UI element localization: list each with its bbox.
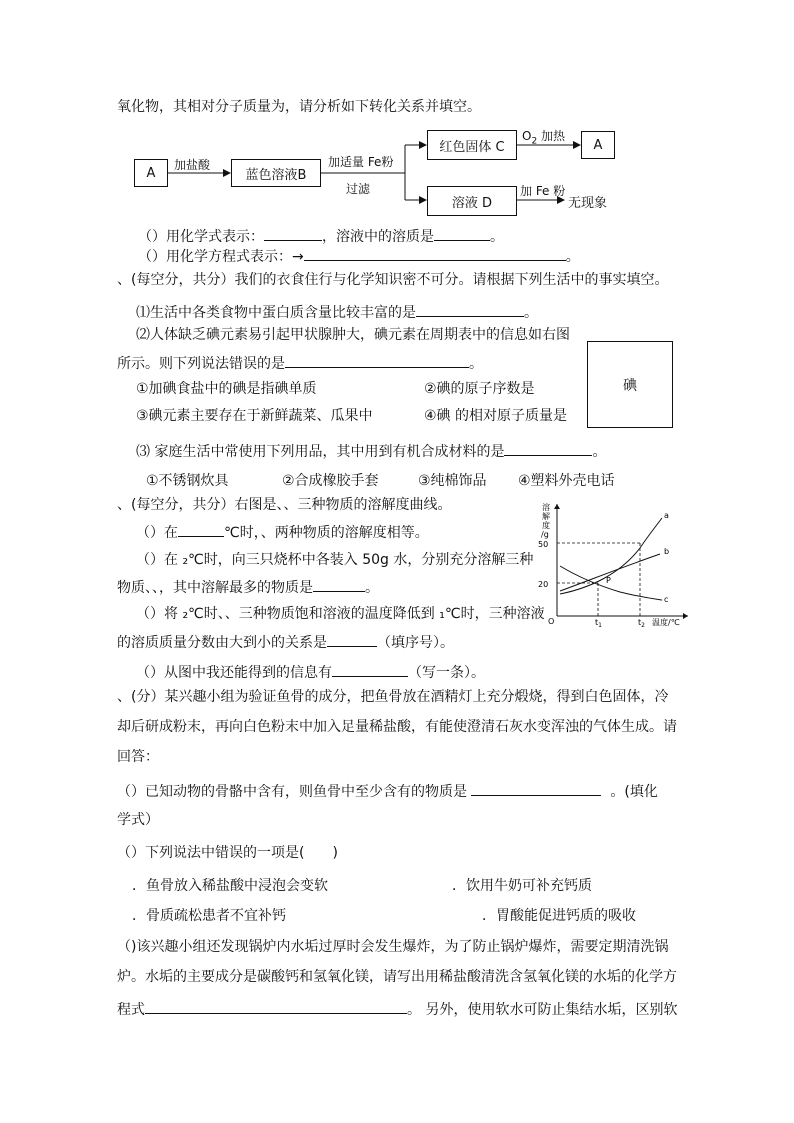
arrow-label-o2: $O_2$ 加热	[522, 129, 566, 147]
intro-text: 氧化物，其相对分子质量为，请分析如下转化关系并填空。	[117, 99, 481, 115]
origin-label: O	[548, 617, 555, 626]
q1-line-a: （）用化学式表示： ，溶液中的溶质是 。	[138, 226, 504, 246]
arrow-label-fe: 加适量 Fe粉	[328, 155, 394, 169]
q2-s1: ⑴生活中各类食物中蛋白质含量比较丰富的是 。	[136, 302, 538, 322]
curve-label-c: c	[664, 595, 669, 604]
q4-line-b: （）下列说法中错误的一项是( )	[117, 845, 338, 861]
q4-line-3: 回答：	[117, 749, 159, 765]
q1-line-b: （）用化学方程式表示：→ 。	[138, 246, 580, 266]
q3-line-c1: （）将 ₂℃时、、三种物质饱和溶液的温度降低到 ₁℃时，三种溶液	[136, 606, 545, 622]
q3-header: 、(每空分，共分）右图是、、三种物质的溶解度曲线。	[117, 497, 452, 513]
curve-label-b: b	[664, 547, 670, 556]
q2-option-4: ④碘 的相对原子质量是	[424, 408, 568, 424]
y-axis-label-1: 溶	[542, 503, 550, 512]
q3-line-b1: （）在 ₂℃时，向三只烧杯中各装入 50g 水，分别充分溶解三种	[136, 552, 534, 568]
q2-s2b: 所示。则下列说法错误的是 。	[117, 353, 483, 373]
q4-option-a: ．鱼骨放入稀盐酸中浸泡会变软	[132, 878, 328, 894]
q2-s2a: ⑵人体缺乏碘元素易引起甲状腺肿大，碘元素在周期表中的信息如右图	[136, 327, 570, 343]
x-tick-t1: $t_1$	[595, 618, 602, 629]
q4-option-d: ．胃酸能促进钙质的吸收	[482, 908, 636, 924]
q4-line-c2: 炉。水垢的主要成分是碳酸钙和氢氧化镁，请写出用稀盐酸清洗含氢氧化镁的水垢的化学方	[117, 969, 677, 985]
intersection-p-label: P	[606, 576, 611, 585]
curve-c	[560, 566, 662, 600]
q2-option-1: ①加碘食盐中的碘是指碘单质	[136, 381, 317, 397]
arrow-label-fe-2: 加 Fe 粉	[520, 184, 566, 198]
iodine-element-card: 碘	[587, 341, 673, 428]
q4-line-2: 却后研成粉末，再向白色粉末中加入足量稀盐酸，有能使澄清石灰水变浑浊的气体生成。请	[117, 719, 677, 735]
box-a-start: A	[134, 159, 168, 187]
q2-option-3: ③碘元素主要存在于新鲜蔬菜、瓜果中	[136, 408, 373, 424]
curve-label-a: a	[664, 511, 669, 520]
solubility-graph	[520, 496, 700, 630]
y-axis-label-2: 解	[542, 512, 550, 521]
q3-line-b2: 物质、、，其中溶解最多的物质是 。	[117, 577, 379, 597]
q2-option-2: ②碘的原子序数是	[424, 381, 535, 397]
q3-line-d: （）从图中我还能得到的信息有 （写一条）。	[136, 662, 485, 682]
q4-line-1: 、(分）某兴趣小组为验证鱼骨的成分，把鱼骨放在酒精灯上充分煅烧，得到白色固体，冷	[117, 689, 669, 705]
box-d: 溶液 D	[427, 186, 517, 216]
x-tick-t2: $t_2$	[638, 618, 645, 629]
q2-material-4: ④塑料外壳电话	[518, 473, 615, 489]
q3-line-c2: 的溶质质量分数由大到小的关系是 （填序号）。	[117, 632, 454, 652]
curve-b	[560, 554, 660, 591]
q2-s3: ⑶ 家庭生活中常使用下列用品，其中用到有机合成材料的是 。	[136, 441, 606, 461]
y-axis-label-3: 度	[542, 521, 550, 530]
q4-line-c1: （)该兴趣小组还发现锅炉内水垢过厚时会发生爆炸，为了防止锅炉爆炸，需要定期清洗锅	[117, 939, 669, 955]
q4-option-c: ．骨质疏松患者不宜补钙	[132, 908, 286, 924]
x-axis-label: 温度/℃	[652, 618, 680, 627]
q2-material-1: ①不锈钢炊具	[146, 473, 229, 489]
y-tick-50: 50	[538, 540, 549, 549]
q2-header: 、(每空分，共分）我们的衣食住行与化学知识密不可分。请根据下列生活中的事实填空。	[117, 272, 669, 288]
q2-material-3: ③纯棉饰品	[418, 473, 487, 489]
arrow-label-filter: 过滤	[346, 182, 371, 196]
q4-option-b: ．饮用牛奶可补充钙质	[452, 878, 592, 894]
q3-line-a: （）在 ℃时，、两种物质的溶解度相等。	[136, 522, 429, 542]
flow-arrows	[0, 0, 794, 230]
arrow-label-hcl: 加盐酸	[174, 158, 211, 172]
y-tick-20: 20	[538, 580, 549, 589]
q2-material-2: ②合成橡胶手套	[282, 473, 379, 489]
curve-a	[560, 518, 662, 594]
q4-line-a-cont: 学式）	[117, 812, 159, 828]
y-axis-label-4: /g	[541, 530, 549, 539]
result-no-reaction: 无现象	[568, 196, 608, 211]
q4-line-c3: 程式 。 另外，使用软水可防止集结水垢，区别软	[117, 999, 677, 1019]
box-c: 红色固体 C	[427, 130, 517, 160]
box-b: 蓝色溶液B	[231, 159, 321, 187]
q4-line-a: （）已知动物的骨骼中含有，则鱼骨中至少含有的物质是 。(填化	[117, 781, 658, 801]
box-a-end: A	[581, 131, 615, 159]
